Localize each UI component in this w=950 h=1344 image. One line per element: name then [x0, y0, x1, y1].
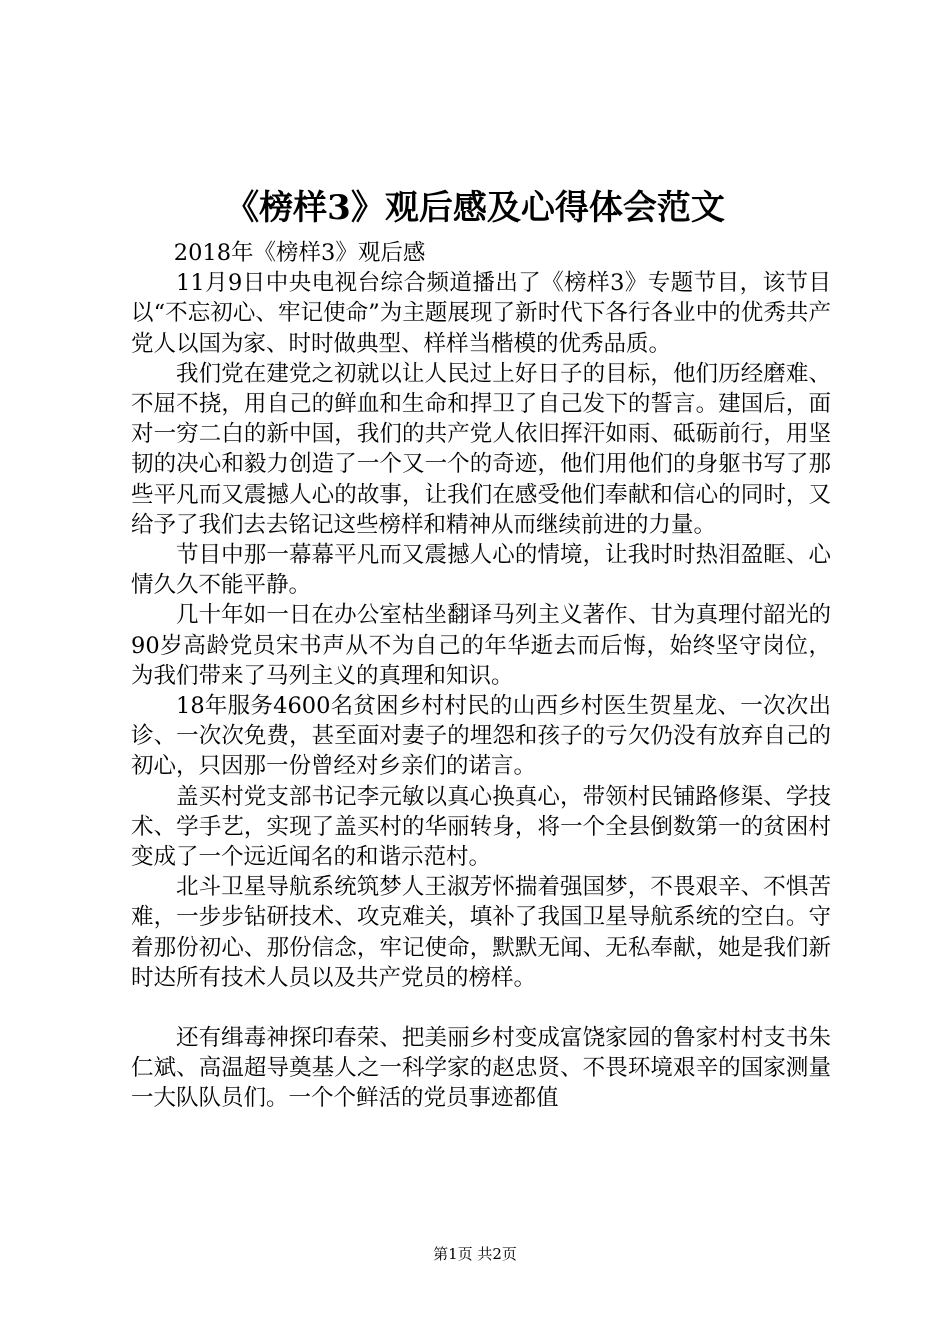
- paragraph: 我们党在建党之初就以让人民过上好日子的目标，他们历经磨难、不屈不挠，用自己的鲜血和生命和捍卫了自己发下的誓言。建国后，面对一穷二白的新中国，我们的共产党人依旧挥汗如雨、砥砺前行，用坚韧的决心和毅力创造了一个又一个的奇迹，他们用他们的身躯书写了那些平凡而又震撼人心的故事，让我们在感受他们奉献和信心的同时，又给予了我们去去铭记这些榜样和精神从而继续前进的力量。: [131, 360, 831, 538]
- page-number-footer: 第1页 共2页: [433, 1245, 517, 1263]
- paragraph: 11月9日中央电视台综合频道播出了《榜样3》专题节目，该节目以“不忘初心、牢记使命”为主题展现了新时代下各行各业中的优秀共产党人以国为家、时时做典型、样样当楷模的优秀品质。: [131, 270, 831, 357]
- paragraph: 18年服务4600名贫困乡村村民的山西乡村医生贺星龙、一次次出诊、一次次免费，甚至面对妻子的埋怨和孩子的亏欠仍没有放弃自己的初心，只因那一份曾经对乡亲们的诺言。: [131, 693, 831, 780]
- paragraph: 几十年如一日在办公室枯坐翻译马列主义著作、甘为真理付韶光的90岁高龄党员宋书声从不为自己的年华逝去而后悔，始终坚守岗位，为我们带来了马列主义的真理和知识。: [131, 602, 831, 689]
- paragraph: 还有缉毒神探印春荣、把美丽乡村变成富饶家园的鲁家村村支书朱仁斌、高温超导奠基人之一科学家的赵忠贤、不畏环境艰辛的国家测量一大队队员们。一个个鲜活的党员事迹都值: [131, 1025, 831, 1112]
- document-subheading: 2018年《榜样3》观后感: [173, 240, 426, 266]
- paragraph: 盖买村党支部书记李元敏以真心换真心，带领村民铺路修渠、学技术、学手艺，实现了盖买村的华丽转身，将一个全县倒数第一的贫困村变成了一个远近闻名的和谐示范村。: [131, 783, 831, 871]
- paragraph: 北斗卫星导航系统筑梦人王淑芳怀揣着强国梦，不畏艰辛、不惧苦难，一步步钻研技术、攻克难关，填补了我国卫星导航系统的空白。守着那份初心、那份信念，牢记使命，默默无闻、无私奉献，她是我们新时达所有技术人员以及共产党员的榜样。: [131, 874, 831, 991]
- document-title: 《榜样3》观后感及心得体会范文: [225, 188, 725, 228]
- paragraph: 节目中那一幕幕平凡而又震撼人心的情境，让我时时热泪盈眶、心情久久不能平静。: [131, 542, 831, 599]
- document-body: [131, 238, 831, 1114]
